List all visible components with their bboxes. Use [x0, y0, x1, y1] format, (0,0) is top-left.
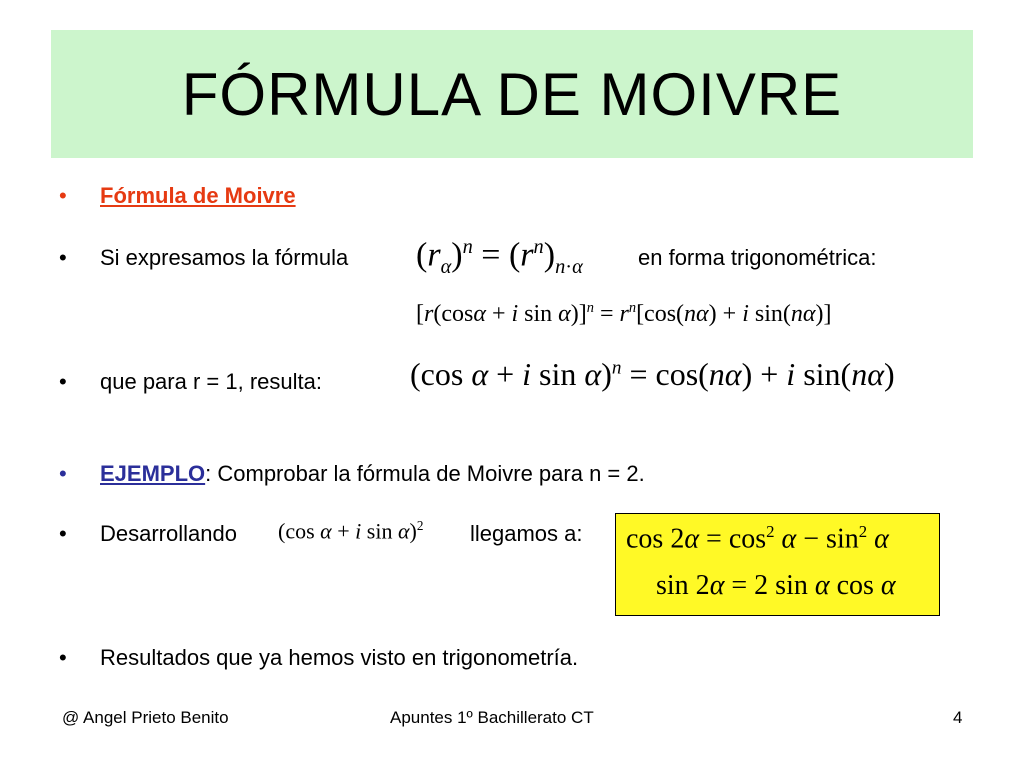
formula-polar-power: $(r_\alpha)^n = (r^n)_{n\cdot\alpha}$ — [416, 236, 583, 279]
bullet-example — [100, 460, 645, 488]
slide-title: FÓRMULA DE MOIVRE — [181, 60, 843, 128]
example-text: : Comprobar la fórmula de Moivre para n = 2. — [205, 461, 645, 486]
bullet-marker: • — [59, 645, 67, 670]
bullet-text-trig: en forma trigonométrica: — [638, 245, 877, 270]
footer-author: @ Angel Prieto Benito — [62, 708, 229, 727]
formula-cos2a: $\cos 2\alpha = \cos^2 \alpha - \sin^2 \alpha$ — [626, 522, 889, 555]
formula-sin2a: sin 2α = 2 sin α cos α — [656, 570, 896, 601]
slide-number: 4 — [953, 708, 963, 727]
bullet-marker: • — [59, 521, 67, 546]
result-box — [615, 513, 940, 616]
formula-moivre: (cos α + i sin α)$^n$ = cos(nα) + i sin(nα) — [410, 356, 895, 392]
footer-course: Apuntes 1º Bachillerato CT — [390, 708, 594, 727]
bullet-marker: • — [59, 369, 67, 394]
formula-trig-form: [r(cosα + i $\sin \alpha)]^n = r^n[\cos(n\alpha) + i$ sin(nα)] — [416, 300, 832, 327]
bullet-marker: • — [59, 461, 67, 486]
bullet-text-result: llegamos a: — [470, 521, 583, 546]
bullet-heading: Fórmula de Moivre — [100, 183, 296, 208]
bullet-marker: • — [59, 183, 67, 208]
formula-square: (cos α + i sin α)$^2$ — [278, 518, 424, 544]
bullet-text-conclusion: Resultados que ya hemos visto en trigonometría. — [100, 645, 579, 670]
bullet-text-r1: que para r = 1, resulta: — [100, 369, 322, 394]
bullet-text-intro: Si expresamos la fórmula — [100, 245, 349, 270]
title-banner — [51, 30, 973, 158]
bullet-text-develop: Desarrollando — [100, 521, 237, 546]
example-label: EJEMPLO — [100, 461, 206, 486]
bullet-marker: • — [59, 245, 67, 270]
